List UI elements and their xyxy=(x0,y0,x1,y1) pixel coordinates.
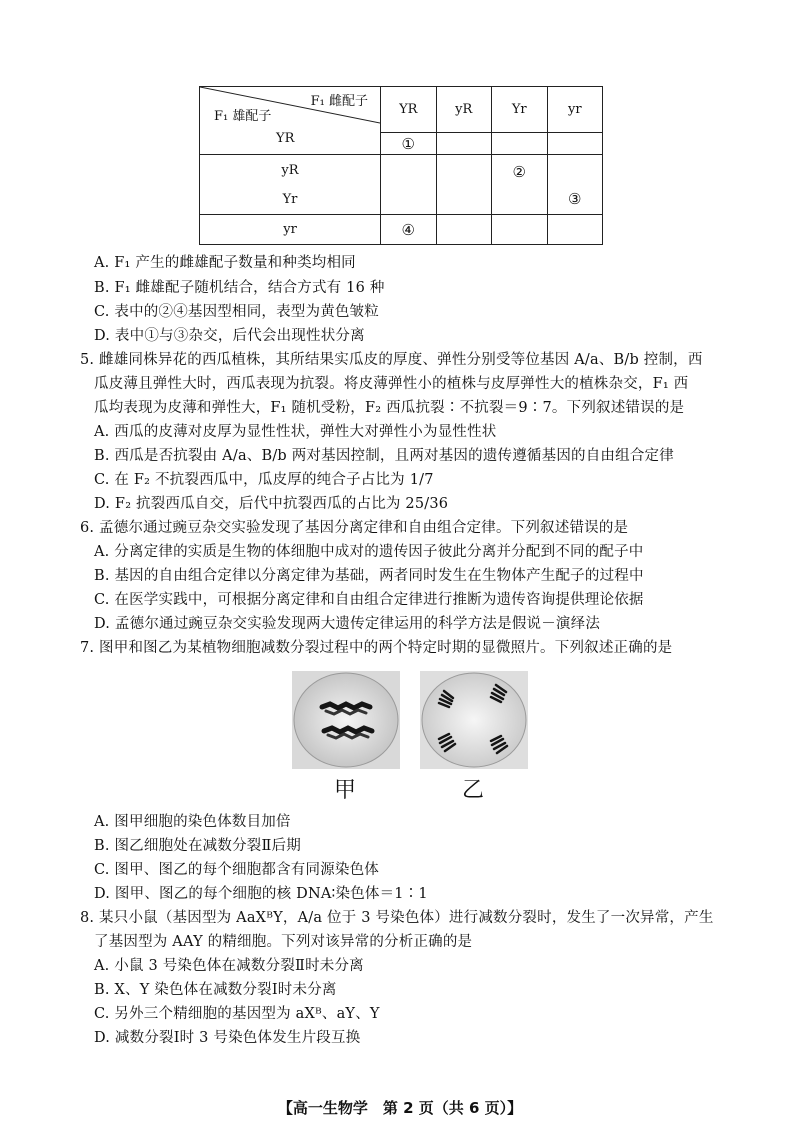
col-header: yr xyxy=(547,87,603,133)
row-label: Yr xyxy=(282,191,298,207)
table-cell xyxy=(492,155,548,215)
table-cell xyxy=(436,133,492,155)
col-header: yR xyxy=(436,87,492,133)
q6-option-d: D. 孟德尔通过豌豆杂交实验发现两大遗传定律运用的科学方法是假说－演绎法 xyxy=(94,616,601,632)
figure-label-yi: 乙 xyxy=(462,778,485,803)
q5-option-c: C. 在 F₂ 不抗裂西瓜中，瓜皮厚的纯合子占比为 1/7 xyxy=(94,472,434,488)
mark-2: ② xyxy=(512,163,526,181)
table-cell xyxy=(381,133,437,155)
q4-option-d: D. 表中①与③杂交，后代会出现性状分离 xyxy=(94,328,365,344)
q5-option-b: B. 西瓜是否抗裂由 A/a、B/b 两对基因控制，且两对基因的遗传遵循基因的自由组合定律 xyxy=(94,448,674,464)
table-cell xyxy=(547,133,603,155)
table-cell xyxy=(547,155,603,215)
table-cell xyxy=(200,215,381,245)
figure-label-jia: 甲 xyxy=(334,778,357,803)
row-label: yR xyxy=(281,162,299,178)
q4-option-a: A. F₁ 产生的雌雄配子数量和种类均相同 xyxy=(94,255,356,271)
q8-option-b: B. X、Y 染色体在减数分裂Ⅰ时未分离 xyxy=(94,982,337,998)
q6-stem: 6. 孟德尔通过豌豆杂交实验发现了基因分离定律和自由组合定律。下列叙述错误的是 xyxy=(80,520,629,536)
q7-option-d: D. 图甲、图乙的每个细胞的核 DNA∶染色体＝1∶1 xyxy=(94,886,428,902)
q7-option-c: C. 图甲、图乙的每个细胞都含有同源染色体 xyxy=(94,862,379,878)
q5-stem-line2: 瓜皮薄且弹性大时，西瓜表现为抗裂。将皮薄弹性小的植株与皮厚弹性大的植株杂交，F₁ 西 xyxy=(94,376,689,392)
table-cell xyxy=(547,215,603,245)
micrograph-yi xyxy=(420,671,528,769)
table-cell xyxy=(381,215,437,245)
q5-option-a: A. 西瓜的皮薄对皮厚为显性性状，弹性大对弹性小为显性性状 xyxy=(94,424,497,440)
q5-stem-line1: 5. 雌雄同株异花的西瓜植株，其所结果实瓜皮的厚度、弹性分别受等位基因 A/a、B/b 控制，西 xyxy=(80,352,703,368)
q6-option-a: A. 分离定律的实质是生物的体细胞中成对的遗传因子彼此分离并分配到不同的配子中 xyxy=(94,544,644,560)
mark-1: ① xyxy=(401,134,415,153)
q8-stem-line2: 了基因型为 AAY 的精细胞。下列对该异常的分析正确的是 xyxy=(94,934,473,950)
q8-option-a: A. 小鼠 3 号染色体在减数分裂Ⅱ时未分离 xyxy=(94,958,364,974)
mark-3: ③ xyxy=(568,190,582,208)
table-corner-cell xyxy=(200,87,381,155)
q8-stem-line1: 8. 某只小鼠（基因型为 AaXᴮY，A/a 位于 3 号染色体）进行减数分裂时，发生了一次异常，产生 xyxy=(80,910,714,926)
table-cell xyxy=(492,133,548,155)
male-gamete-header: F₁ 雄配子 xyxy=(214,109,272,124)
row-label: YR xyxy=(276,131,295,146)
page-footer: 【高一生物学 第 2 页（共 6 页）】 xyxy=(277,1099,523,1117)
q8-option-c: C. 另外三个精细胞的基因型为 aXᴮ、aY、Y xyxy=(94,1006,380,1022)
col-header: Yr xyxy=(492,87,548,133)
q7-option-b: B. 图乙细胞处在减数分裂Ⅱ后期 xyxy=(94,838,301,854)
col-header: YR xyxy=(381,87,437,133)
table-cell xyxy=(200,155,381,215)
q4-option-b: B. F₁ 雌雄配子随机结合，结合方式有 16 种 xyxy=(94,280,385,296)
table-cell xyxy=(436,215,492,245)
table-cell xyxy=(381,155,437,215)
female-gamete-header: F₁ 雌配子 xyxy=(310,94,368,109)
q7-option-a: A. 图甲细胞的染色体数目加倍 xyxy=(94,814,291,830)
q6-option-b: B. 基因的自由组合定律以分离定律为基础，两者同时发生在生物体产生配子的过程中 xyxy=(94,568,644,584)
table-cell xyxy=(436,155,492,215)
table-cell xyxy=(492,215,548,245)
row-label: yr xyxy=(283,222,297,237)
q7-stem: 7. 图甲和图乙为某植物细胞减数分裂过程中的两个特定时期的显微照片。下列叙述正确的是 xyxy=(80,640,673,656)
micrograph-jia xyxy=(292,671,400,769)
q4-option-c: C. 表中的②④基因型相同，表型为黄色皱粒 xyxy=(94,304,379,320)
q5-stem-line3: 瓜均表现为皮薄和弹性大，F₁ 随机受粉，F₂ 西瓜抗裂∶不抗裂＝9∶7。下列叙述错误的是 xyxy=(94,400,685,416)
q5-option-d: D. F₂ 抗裂西瓜自交，后代中抗裂西瓜的占比为 25/36 xyxy=(94,496,449,512)
q6-option-c: C. 在医学实践中，可根据分离定律和自由组合定律进行推断为遗传咨询提供理论依据 xyxy=(94,592,644,608)
q8-option-d: D. 减数分裂Ⅰ时 3 号染色体发生片段互换 xyxy=(94,1030,361,1046)
mark-4: ④ xyxy=(401,220,415,239)
punnett-table xyxy=(199,86,603,245)
